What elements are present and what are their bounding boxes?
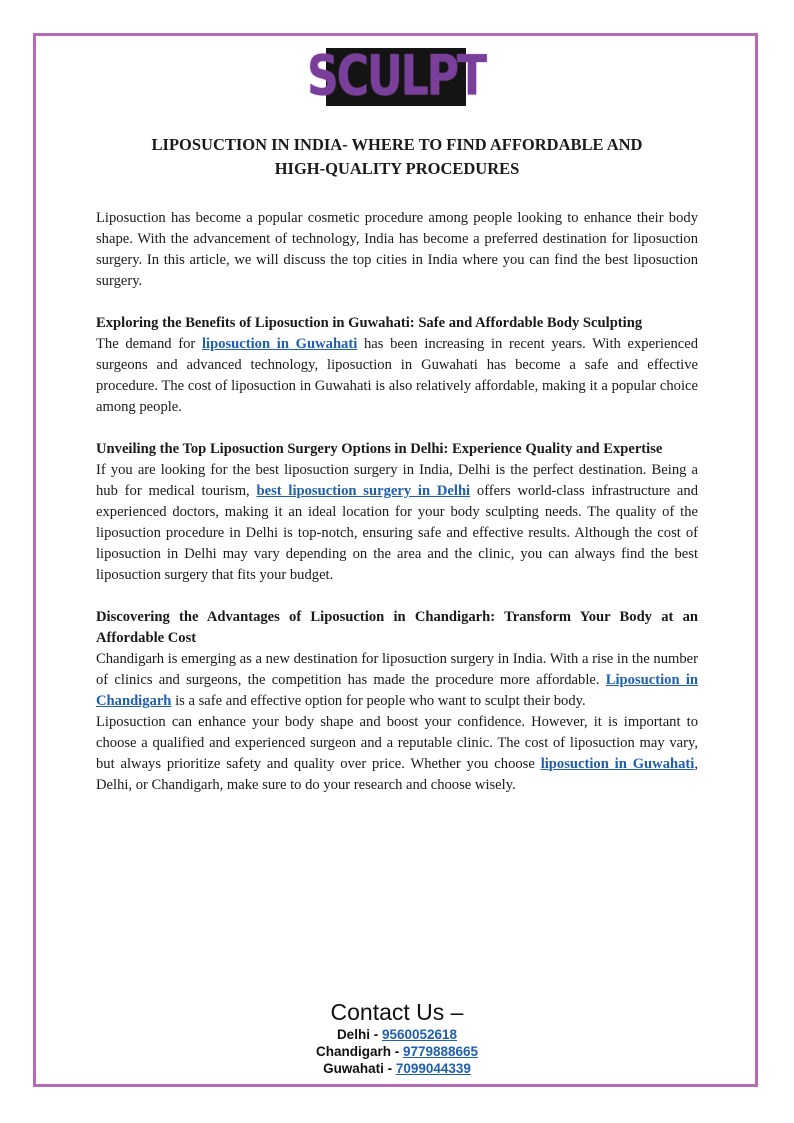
text-run: Liposuction can enhance your body shape and boost your confidence. However, it is important to choose a qualified and experienced surgeon and a reputable clinic. The cost of liposuction may vary, but always prioritize safety and quality over price. Whether you choose: [96, 714, 698, 772]
logo-text: SCULPT: [307, 44, 486, 109]
text-run: offers world-class infrastructure and experienced doctors, making it an ideal location for your body sculpting needs. The quality of the liposuction procedure in Delhi is top-notch, ensuring safe and effective results. Although the cost of liposuction in Delhi may vary depending on the area and the clinic, you can always find the best liposuction surgery that fits your budget.: [96, 483, 698, 583]
intro-paragraph: Liposuction has become a popular cosmetic procedure among people looking to enhance their body shape. With the advancement of technology, India has become a preferred destination for liposuction surgery. In this article, we will discuss the top cities in India where you can find the best liposuction surgery.: [96, 210, 698, 289]
sculpt-logo: [307, 44, 486, 109]
contact-line-delhi: [96, 1026, 698, 1043]
contact-line-guwahati: [96, 1060, 698, 1077]
text-run: has been increasing in recent years. With experienced surgeons and advanced technology, liposuction in Guwahati has become a safe and effective procedure. The cost of liposuction in Guwahati is also relatively affordable, making it a popular choice among people.: [96, 336, 698, 415]
phone-link-guwahati[interactable]: 7099044339: [395, 1061, 471, 1076]
contact-line-chandigarh: [96, 1043, 698, 1060]
link-liposuction-guwahati-2[interactable]: liposuction in Guwahati: [540, 756, 695, 772]
contact-city: Guwahati -: [323, 1061, 396, 1076]
contact-heading: Contact Us –: [330, 999, 464, 1025]
section-heading-guwahati: Exploring the Benefits of Liposuction in Guwahati: Safe and Affordable Body Sculpting: [96, 315, 643, 331]
text-run: Chandigarh is emerging as a new destination for liposuction surgery in India. With a rise in the number of clinics and surgeons, the competition has made the procedure more affordable.: [96, 651, 698, 688]
link-liposuction-chandigarh[interactable]: Liposuction in Chandigarh: [96, 672, 698, 709]
paragraph-gap: [96, 586, 698, 607]
section-paragraph-delhi: [96, 460, 698, 586]
section-paragraph-chandigarh-1: [96, 649, 698, 712]
section-heading-chandigarh: Discovering the Advantages of Liposuction in Chandigarh: Transform Your Body at an Affordable Cost: [96, 609, 698, 646]
link-liposuction-guwahati[interactable]: liposuction in Guwahati: [201, 336, 358, 352]
contact-section: [96, 998, 698, 1077]
section-paragraph-chandigarh-2: [96, 712, 698, 796]
text-run: The demand for: [96, 336, 202, 352]
contact-city: Chandigarh -: [315, 1044, 403, 1059]
title-line-2: HIGH-QUALITY PROCEDURES: [274, 159, 520, 178]
contact-city: Delhi -: [336, 1027, 382, 1042]
article-title: [96, 133, 698, 181]
title-line-1: LIPOSUCTION IN INDIA- WHERE TO FIND AFFORDABLE AND: [151, 135, 643, 154]
link-best-liposuction-delhi[interactable]: best liposuction surgery in Delhi: [256, 483, 471, 499]
section-paragraph-guwahati: [96, 334, 698, 418]
text-run: If you are looking for the best liposuction surgery in India, Delhi is the perfect destination. Being a hub for medical tourism,: [96, 462, 698, 499]
text-run: , Delhi, or Chandigarh, make sure to do your research and choose wisely.: [96, 756, 698, 793]
article-body: [96, 208, 698, 796]
paragraph-gap: [96, 292, 698, 313]
paragraph-gap: [96, 418, 698, 439]
phone-link-chandigarh[interactable]: 9779888665: [402, 1044, 479, 1059]
section-heading-delhi: Unveiling the Top Liposuction Surgery Options in Delhi: Experience Quality and Expertise: [96, 441, 663, 457]
text-run: is a safe and effective option for people who want to sculpt their body.: [171, 693, 586, 709]
phone-link-delhi[interactable]: 9560052618: [381, 1027, 458, 1042]
